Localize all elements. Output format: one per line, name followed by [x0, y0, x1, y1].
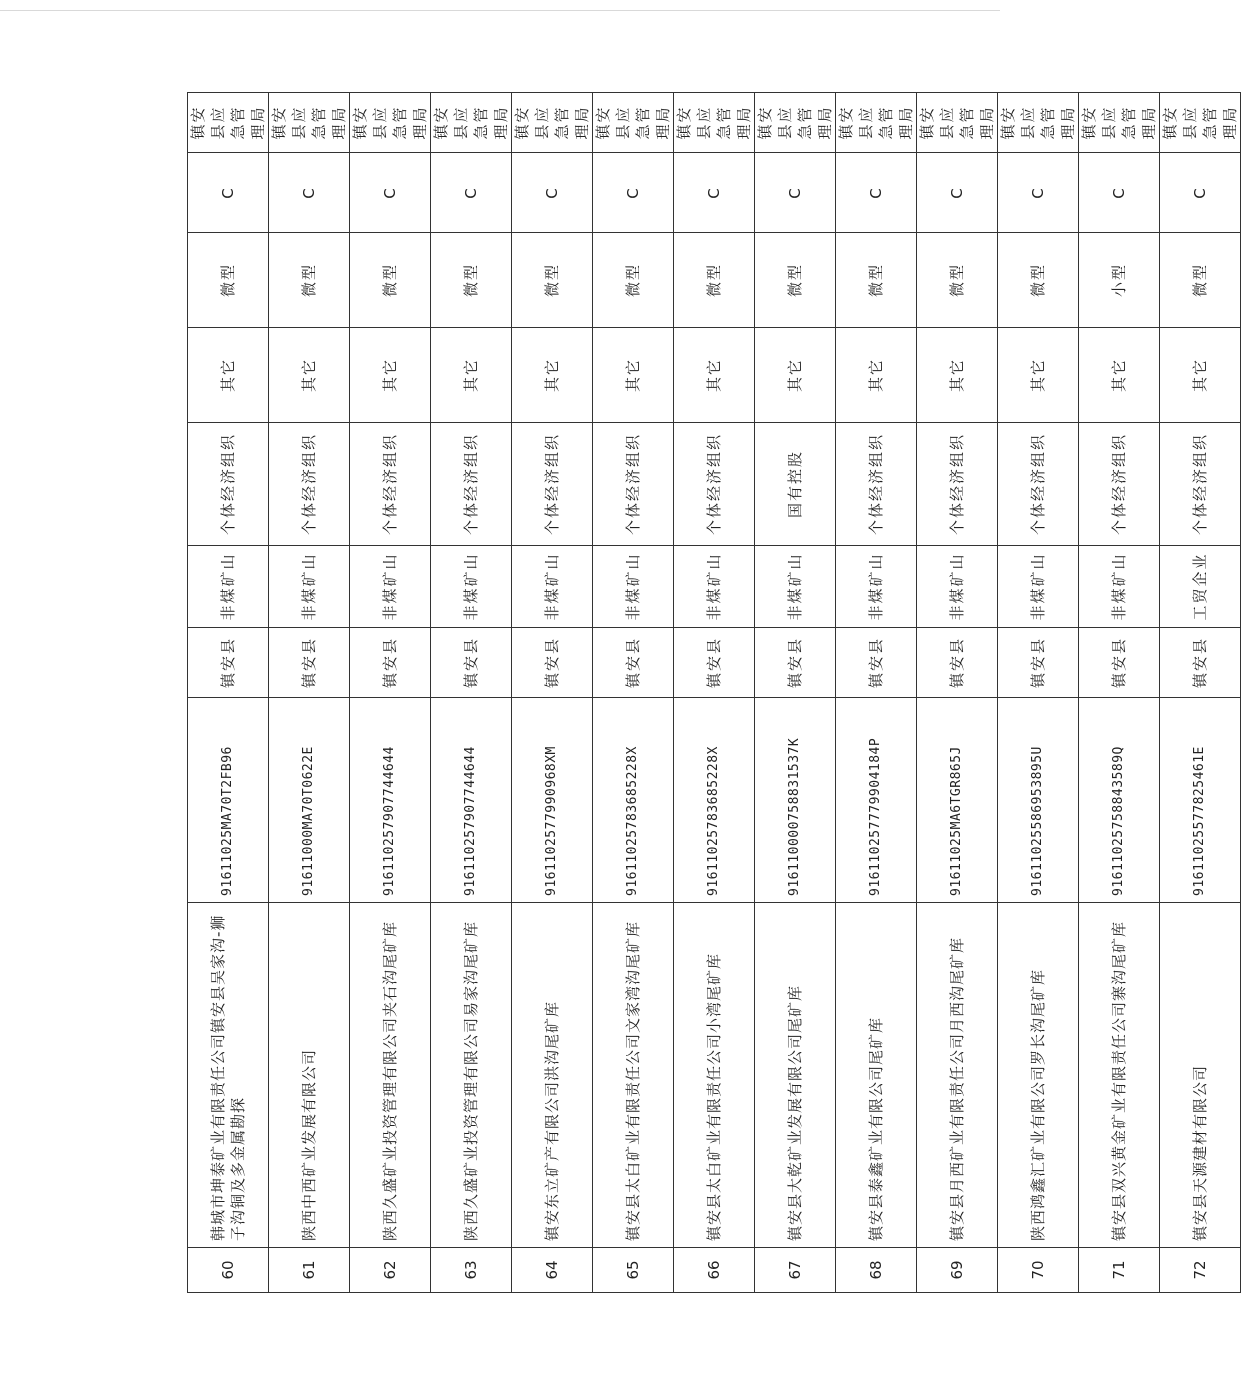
supervising-dept-cell: 镇安县应急管理局	[593, 93, 674, 153]
region-cell: 镇安县	[674, 628, 755, 698]
table-row	[512, 93, 593, 1293]
grade-cell: C	[269, 153, 350, 233]
row-number-cell: 70	[998, 1248, 1079, 1293]
table-row	[836, 93, 917, 1293]
row-number-cell: 65	[593, 1248, 674, 1293]
supervising-dept-cell: 镇安县应急管理局	[674, 93, 755, 153]
supervising-dept-cell: 镇安县应急管理局	[269, 93, 350, 153]
credit-code-cell: 916110000758831537K	[755, 698, 836, 903]
row-number-cell: 67	[755, 1248, 836, 1293]
economy-type-cell: 个体经济组织	[188, 423, 269, 546]
industry-cell: 非煤矿山	[998, 546, 1079, 628]
enterprise-name-cell: 镇安县天源建材有限公司	[1160, 903, 1241, 1248]
table-row	[1160, 93, 1241, 1293]
region-cell: 镇安县	[755, 628, 836, 698]
scale-cell: 微型	[512, 233, 593, 328]
category-cell: 其它	[188, 328, 269, 423]
enterprise-name-cell: 韩城市坤泰矿业有限责任公司镇安县吴家沟-狮子沟铜及多金属勘探	[188, 903, 269, 1248]
category-cell: 其它	[1079, 328, 1160, 423]
row-number-cell: 62	[350, 1248, 431, 1293]
row-number-cell: 64	[512, 1248, 593, 1293]
category-cell: 其它	[755, 328, 836, 423]
category-cell: 其它	[917, 328, 998, 423]
enterprise-name-cell: 镇安县太白矿业有限责任公司小湾尾矿库	[674, 903, 755, 1248]
table-row	[674, 93, 755, 1293]
industry-cell: 非煤矿山	[431, 546, 512, 628]
economy-type-cell: 个体经济组织	[917, 423, 998, 546]
scale-cell: 微型	[674, 233, 755, 328]
scale-cell: 微型	[755, 233, 836, 328]
supervising-dept-cell: 镇安县应急管理局	[188, 93, 269, 153]
credit-code-cell: 9161102577990968XM	[512, 698, 593, 903]
enterprise-name-cell: 镇安县太白矿业有限责任公司文家湾沟尾矿库	[593, 903, 674, 1248]
enterprise-name-cell: 镇安县双兴黄金矿业有限责任公司寨沟尾矿库	[1079, 903, 1160, 1248]
economy-type-cell: 个体经济组织	[674, 423, 755, 546]
economy-type-cell: 国有控股	[755, 423, 836, 546]
grade-cell: C	[1079, 153, 1160, 233]
industry-cell: 非煤矿山	[350, 546, 431, 628]
supervising-dept-cell: 镇安县应急管理局	[755, 93, 836, 153]
industry-cell: 非煤矿山	[269, 546, 350, 628]
grade-cell: C	[998, 153, 1079, 233]
credit-code-cell: 916110257907744644	[350, 698, 431, 903]
row-number-cell: 68	[836, 1248, 917, 1293]
enterprise-name-cell: 镇安县大乾矿业发展有限公司尾矿库	[755, 903, 836, 1248]
industry-cell: 工贸企业	[1160, 546, 1241, 628]
economy-type-cell: 个体经济组织	[431, 423, 512, 546]
economy-type-cell: 个体经济组织	[593, 423, 674, 546]
page-top-rule	[0, 10, 1000, 11]
enterprise-name-cell: 陕西鸿鑫汇矿业有限公司罗长沟尾矿库	[998, 903, 1079, 1248]
grade-cell: C	[188, 153, 269, 233]
row-number-cell: 71	[1079, 1248, 1160, 1293]
region-cell: 镇安县	[917, 628, 998, 698]
region-cell: 镇安县	[512, 628, 593, 698]
economy-type-cell: 个体经济组织	[1079, 423, 1160, 546]
grade-cell: C	[431, 153, 512, 233]
credit-code-cell: 916110257779904184P	[836, 698, 917, 903]
row-number-cell: 69	[917, 1248, 998, 1293]
industry-cell: 非煤矿山	[674, 546, 755, 628]
region-cell: 镇安县	[269, 628, 350, 698]
table-row	[593, 93, 674, 1293]
grade-cell: C	[593, 153, 674, 233]
row-number-cell: 61	[269, 1248, 350, 1293]
table-row	[998, 93, 1079, 1293]
credit-code-cell: 91611025MA70T2FB96	[188, 698, 269, 903]
enterprise-name-cell: 陕西中西矿业发展有限公司	[269, 903, 350, 1248]
category-cell: 其它	[1160, 328, 1241, 423]
region-cell: 镇安县	[1160, 628, 1241, 698]
industry-cell: 非煤矿山	[755, 546, 836, 628]
region-cell: 镇安县	[431, 628, 512, 698]
table-row	[1079, 93, 1160, 1293]
category-cell: 其它	[674, 328, 755, 423]
credit-code-cell: 91611025783685228X	[593, 698, 674, 903]
enterprise-name-cell: 镇安东立矿产有限公司洪沟尾矿库	[512, 903, 593, 1248]
credit-code-cell: 91611025586953895U	[998, 698, 1079, 903]
row-number-cell: 72	[1160, 1248, 1241, 1293]
scale-cell: 微型	[593, 233, 674, 328]
supervising-dept-cell: 镇安县应急管理局	[1079, 93, 1160, 153]
row-number-cell: 66	[674, 1248, 755, 1293]
enterprise-name-cell: 陕西久盛矿业投资管理有限公司夹石沟尾矿库	[350, 903, 431, 1248]
table-row	[269, 93, 350, 1293]
scale-cell: 小型	[1079, 233, 1160, 328]
table-row	[350, 93, 431, 1293]
scale-cell: 微型	[350, 233, 431, 328]
row-number-cell: 60	[188, 1248, 269, 1293]
grade-cell: C	[512, 153, 593, 233]
industry-cell: 非煤矿山	[512, 546, 593, 628]
industry-cell: 非煤矿山	[593, 546, 674, 628]
supervising-dept-cell: 镇安县应急管理局	[350, 93, 431, 153]
supervising-dept-cell: 镇安县应急管理局	[998, 93, 1079, 153]
category-cell: 其它	[512, 328, 593, 423]
region-cell: 镇安县	[1079, 628, 1160, 698]
region-cell: 镇安县	[998, 628, 1079, 698]
enterprise-name-cell: 陕西久盛矿业投资管理有限公司易家沟尾矿库	[431, 903, 512, 1248]
enterprise-name-cell: 镇安县月西矿业有限责任公司月西沟尾矿库	[917, 903, 998, 1248]
enterprise-table	[187, 92, 1241, 1293]
economy-type-cell: 个体经济组织	[836, 423, 917, 546]
supervising-dept-cell: 镇安县应急管理局	[512, 93, 593, 153]
scale-cell: 微型	[1160, 233, 1241, 328]
category-cell: 其它	[269, 328, 350, 423]
economy-type-cell: 个体经济组织	[512, 423, 593, 546]
table-row	[431, 93, 512, 1293]
region-cell: 镇安县	[836, 628, 917, 698]
category-cell: 其它	[431, 328, 512, 423]
scale-cell: 微型	[836, 233, 917, 328]
grade-cell: C	[755, 153, 836, 233]
credit-code-cell: 91611025758843589Q	[1079, 698, 1160, 903]
credit-code-cell: 91611025MA6TGR865J	[917, 698, 998, 903]
credit-code-cell: 916110257907744644	[431, 698, 512, 903]
category-cell: 其它	[836, 328, 917, 423]
rotated-table-wrapper	[187, 93, 1239, 1293]
region-cell: 镇安县	[350, 628, 431, 698]
table-row	[917, 93, 998, 1293]
enterprise-name-cell: 镇安县泰鑫矿业有限公司尾矿库	[836, 903, 917, 1248]
row-number-cell: 63	[431, 1248, 512, 1293]
credit-code-cell: 91611025783685228X	[674, 698, 755, 903]
supervising-dept-cell: 镇安县应急管理局	[431, 93, 512, 153]
scale-cell: 微型	[188, 233, 269, 328]
category-cell: 其它	[998, 328, 1079, 423]
credit-code-cell: 91611000MA70T0622E	[269, 698, 350, 903]
scale-cell: 微型	[431, 233, 512, 328]
category-cell: 其它	[593, 328, 674, 423]
scale-cell: 微型	[998, 233, 1079, 328]
region-cell: 镇安县	[188, 628, 269, 698]
supervising-dept-cell: 镇安县应急管理局	[836, 93, 917, 153]
industry-cell: 非煤矿山	[917, 546, 998, 628]
grade-cell: C	[350, 153, 431, 233]
region-cell: 镇安县	[593, 628, 674, 698]
category-cell: 其它	[350, 328, 431, 423]
table-row	[188, 93, 269, 1293]
economy-type-cell: 个体经济组织	[350, 423, 431, 546]
industry-cell: 非煤矿山	[836, 546, 917, 628]
grade-cell: C	[674, 153, 755, 233]
grade-cell: C	[836, 153, 917, 233]
grade-cell: C	[1160, 153, 1241, 233]
scale-cell: 微型	[917, 233, 998, 328]
supervising-dept-cell: 镇安县应急管理局	[1160, 93, 1241, 153]
grade-cell: C	[917, 153, 998, 233]
table-row	[755, 93, 836, 1293]
economy-type-cell: 个体经济组织	[998, 423, 1079, 546]
industry-cell: 非煤矿山	[1079, 546, 1160, 628]
economy-type-cell: 个体经济组织	[269, 423, 350, 546]
industry-cell: 非煤矿山	[188, 546, 269, 628]
supervising-dept-cell: 镇安县应急管理局	[917, 93, 998, 153]
economy-type-cell: 个体经济组织	[1160, 423, 1241, 546]
scale-cell: 微型	[269, 233, 350, 328]
credit-code-cell: 91611025577825461E	[1160, 698, 1241, 903]
